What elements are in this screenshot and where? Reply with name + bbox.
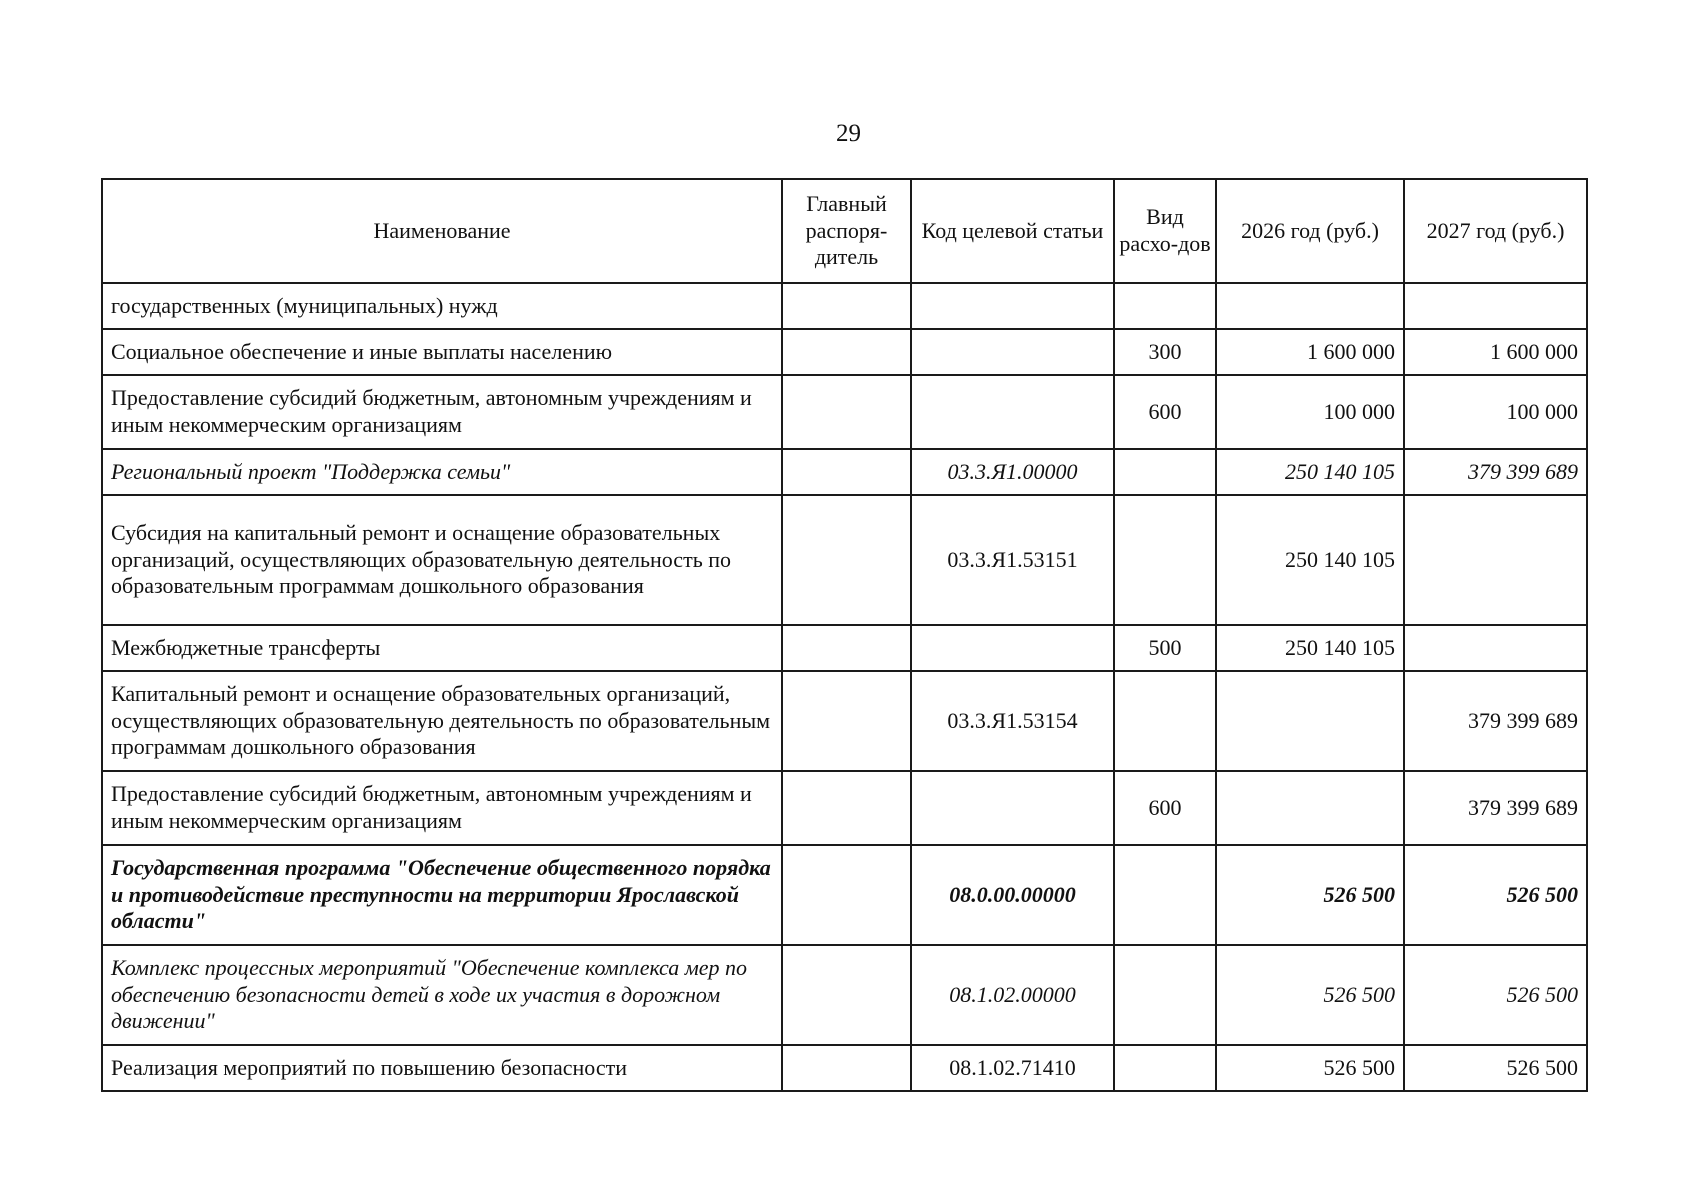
cell-name: государственных (муниципальных) нужд <box>102 283 782 329</box>
cell-year-2027: 100 000 <box>1404 375 1587 449</box>
table-row <box>102 671 1587 771</box>
header-name: Наименование <box>102 179 782 283</box>
cell-target-code: 03.3.Я1.53154 <box>911 671 1114 771</box>
cell-expense-kind <box>1114 1045 1216 1091</box>
cell-year-2026 <box>1216 671 1404 771</box>
cell-administrator <box>782 771 911 845</box>
cell-year-2026: 526 500 <box>1216 945 1404 1045</box>
cell-name: Реализация мероприятий по повышению безопасности <box>102 1045 782 1091</box>
table-row <box>102 771 1587 845</box>
cell-year-2027: 1 600 000 <box>1404 329 1587 375</box>
cell-administrator <box>782 671 911 771</box>
table-header-row <box>102 179 1587 283</box>
budget-table <box>101 178 1588 1092</box>
table-row <box>102 495 1587 625</box>
cell-target-code: 08.1.02.71410 <box>911 1045 1114 1091</box>
cell-name: Государственная программа "Обеспечение общественного порядка и противодействие преступности на территории Ярославской области" <box>102 845 782 945</box>
table-row <box>102 375 1587 449</box>
cell-name: Капитальный ремонт и оснащение образовательных организаций, осуществляющих образовательную деятельность по образовательным программам дошкольного образования <box>102 671 782 771</box>
header-year-2027: 2027 год (руб.) <box>1404 179 1587 283</box>
cell-name: Межбюджетные трансферты <box>102 625 782 671</box>
cell-name: Предоставление субсидий бюджетным, автономным учреждениям и иным некоммерческим организациям <box>102 375 782 449</box>
table-row <box>102 945 1587 1045</box>
cell-expense-kind: 500 <box>1114 625 1216 671</box>
cell-year-2027: 526 500 <box>1404 1045 1587 1091</box>
cell-expense-kind <box>1114 845 1216 945</box>
cell-year-2027: 379 399 689 <box>1404 449 1587 495</box>
cell-name: Комплекс процессных мероприятий "Обеспечение комплекса мер по обеспечению безопасности детей в ходе их участия в дорожном движении" <box>102 945 782 1045</box>
cell-expense-kind: 600 <box>1114 771 1216 845</box>
cell-expense-kind: 600 <box>1114 375 1216 449</box>
cell-expense-kind <box>1114 283 1216 329</box>
cell-year-2026: 250 140 105 <box>1216 625 1404 671</box>
cell-expense-kind <box>1114 495 1216 625</box>
cell-year-2026: 250 140 105 <box>1216 449 1404 495</box>
cell-year-2027: 526 500 <box>1404 945 1587 1045</box>
header-administrator: Главный распоря-дитель <box>782 179 911 283</box>
cell-year-2026: 526 500 <box>1216 1045 1404 1091</box>
cell-administrator <box>782 449 911 495</box>
cell-expense-kind: 300 <box>1114 329 1216 375</box>
table-row <box>102 625 1587 671</box>
cell-year-2026: 526 500 <box>1216 845 1404 945</box>
cell-year-2027 <box>1404 495 1587 625</box>
cell-administrator <box>782 329 911 375</box>
table-row <box>102 845 1587 945</box>
cell-administrator <box>782 375 911 449</box>
cell-target-code: 08.1.02.00000 <box>911 945 1114 1045</box>
cell-administrator <box>782 625 911 671</box>
cell-target-code: 08.0.00.00000 <box>911 845 1114 945</box>
cell-target-code <box>911 375 1114 449</box>
cell-administrator <box>782 495 911 625</box>
header-expense-kind: Вид расхо-дов <box>1114 179 1216 283</box>
cell-year-2027: 526 500 <box>1404 845 1587 945</box>
cell-expense-kind <box>1114 945 1216 1045</box>
cell-target-code: 03.3.Я1.53151 <box>911 495 1114 625</box>
cell-expense-kind <box>1114 449 1216 495</box>
header-target-code: Код целевой статьи <box>911 179 1114 283</box>
cell-target-code <box>911 283 1114 329</box>
cell-target-code <box>911 771 1114 845</box>
table-row <box>102 329 1587 375</box>
cell-year-2027: 379 399 689 <box>1404 671 1587 771</box>
cell-year-2026: 100 000 <box>1216 375 1404 449</box>
cell-name: Социальное обеспечение и иные выплаты населению <box>102 329 782 375</box>
cell-name: Региональный проект "Поддержка семьи" <box>102 449 782 495</box>
table-row <box>102 1045 1587 1091</box>
cell-administrator <box>782 945 911 1045</box>
table-body <box>102 283 1587 1091</box>
cell-year-2026 <box>1216 771 1404 845</box>
cell-target-code <box>911 329 1114 375</box>
cell-target-code <box>911 625 1114 671</box>
cell-year-2026 <box>1216 283 1404 329</box>
cell-year-2027: 379 399 689 <box>1404 771 1587 845</box>
cell-administrator <box>782 283 911 329</box>
cell-year-2026: 1 600 000 <box>1216 329 1404 375</box>
header-year-2026: 2026 год (руб.) <box>1216 179 1404 283</box>
table-row <box>102 449 1587 495</box>
cell-name: Предоставление субсидий бюджетным, автономным учреждениям и иным некоммерческим организациям <box>102 771 782 845</box>
page-number: 29 <box>836 120 861 147</box>
cell-expense-kind <box>1114 671 1216 771</box>
cell-year-2026: 250 140 105 <box>1216 495 1404 625</box>
cell-name: Субсидия на капитальный ремонт и оснащение образовательных организаций, осуществляющих образовательную деятельность по образовательным программам дошкольного образования <box>102 495 782 625</box>
cell-target-code: 03.3.Я1.00000 <box>911 449 1114 495</box>
table-row <box>102 283 1587 329</box>
cell-administrator <box>782 1045 911 1091</box>
cell-year-2027 <box>1404 283 1587 329</box>
cell-administrator <box>782 845 911 945</box>
cell-year-2027 <box>1404 625 1587 671</box>
